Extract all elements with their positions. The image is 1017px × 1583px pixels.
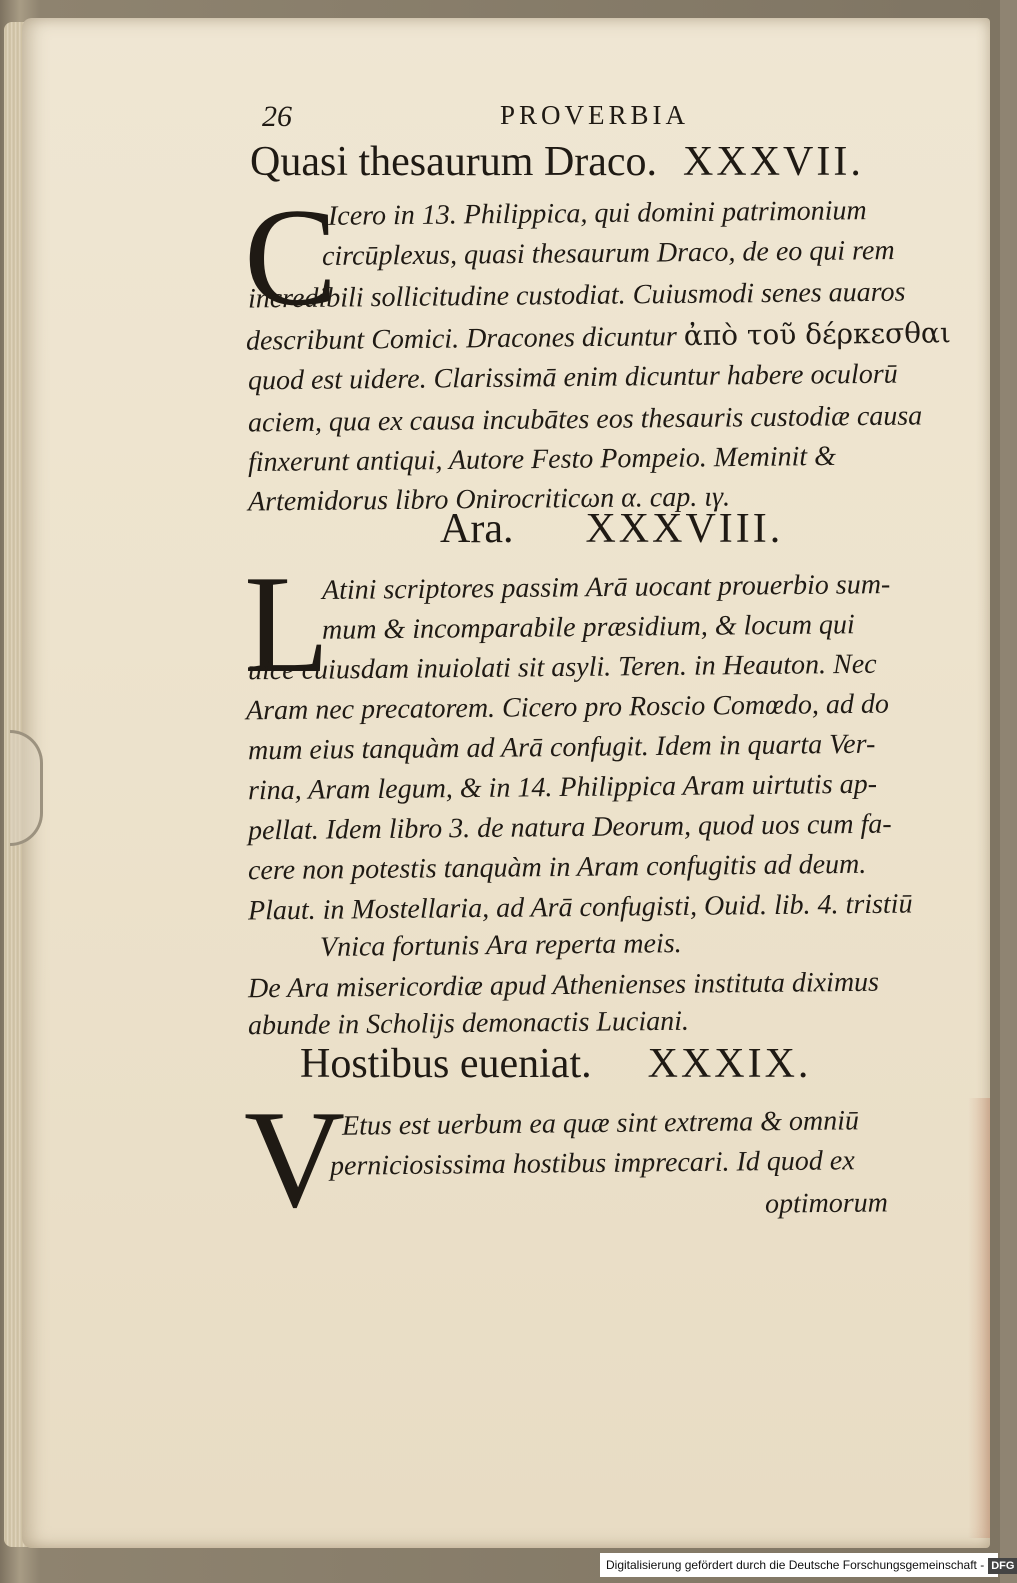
text-line: Atini scriptores passim Arā uocant prouerbio sum-: [321, 569, 891, 606]
text-line: pellat. Idem libro 3. de natura Deorum, quod uos cum fa-: [247, 808, 892, 847]
drop-cap: L: [244, 547, 330, 702]
text-line: incredibili sollicitudine custodiat. Cuiusmodi senes auaros: [247, 276, 906, 315]
drop-cap: C: [244, 180, 338, 335]
catchword: optimorum: [764, 1187, 889, 1220]
digitization-credit: [600, 1553, 1015, 1577]
clip-mark: [10, 730, 43, 846]
text-line: Artemidorus libro Onirocriticωn α. cap. ιγ.: [247, 481, 731, 518]
heading-text: Hostibus eueniat.: [300, 1041, 592, 1087]
heading-text: Ara.: [440, 506, 514, 552]
section-heading-37: [250, 138, 864, 186]
folio-number: 26: [262, 100, 292, 133]
greek-phrase: ἀπὸ τοῦ δέρκεσθαι: [683, 316, 952, 353]
heading-roman: XXXVII.: [683, 139, 864, 185]
section-heading-39: [300, 1040, 811, 1088]
section-heading-38: [440, 505, 783, 553]
running-head: PROVERBIA: [500, 100, 690, 130]
text-line: perniciosissima hostibus imprecari. Id quod ex: [329, 1145, 855, 1182]
drop-cap: V: [244, 1082, 346, 1237]
text-line: finxerunt antiqui, Autore Festo Pompeio. Meminit &: [247, 440, 837, 479]
text-line: Etus est uerbum ea quæ sint extrema & omniū: [341, 1105, 860, 1142]
text-line: Aram nec precatorem. Cicero pro Roscio Comœdo, ad do: [245, 688, 890, 727]
heading-text: Quasi thesaurum Draco.: [250, 139, 658, 185]
text-line: aciem, qua ex causa incubātes eos thesauris custodiæ causa: [247, 400, 923, 439]
heading-roman: XXXIX.: [647, 1041, 812, 1087]
text-line: circūplexus, quasi thesaurum Draco, de eo qui rem: [321, 235, 895, 272]
text-line: cere non potestis tanquàm in Aram confugitis ad deum.: [247, 848, 867, 887]
verse-line: Vnica fortunis Ara reperta meis.: [319, 928, 682, 963]
text-line-part: describunt Comici. Dracones dicuntur: [245, 321, 678, 357]
text-line: quod est uidere. Clarissimā enim dicuntur habere oculorū: [247, 358, 898, 397]
text-line: De Ara misericordiæ apud Athenienses instituta diximus: [247, 966, 880, 1005]
credit-text: Digitalisierung gefördert durch die Deutsche Forschungsgemeinschaft -: [606, 1558, 985, 1572]
text-line: Icero in 13. Philippica, qui domini patrimonium: [327, 195, 867, 232]
text-line: rina, Aram legum, & in 14. Philippica Aram uirtutis ap-: [247, 768, 878, 807]
dfg-logo: DFG: [988, 1558, 1017, 1574]
text-line: Plaut. in Mostellaria, ad Arā confugisti, Ouid. lib. 4. tristiū: [247, 888, 913, 927]
heading-roman: XXXVIII.: [585, 506, 784, 552]
page-stain: [968, 1098, 990, 1538]
text-line: uice cuiusdam inuiolati sit asyli. Teren. in Heauton. Nec: [247, 648, 877, 687]
text-line: mum & incomparabile præsidium, & locum qui: [321, 609, 855, 646]
text-line: abunde in Scholijs demonactis Luciani.: [247, 1005, 690, 1042]
text-line: mum eius tanquàm ad Arā confugit. Idem in quarta Ver-: [247, 728, 876, 767]
